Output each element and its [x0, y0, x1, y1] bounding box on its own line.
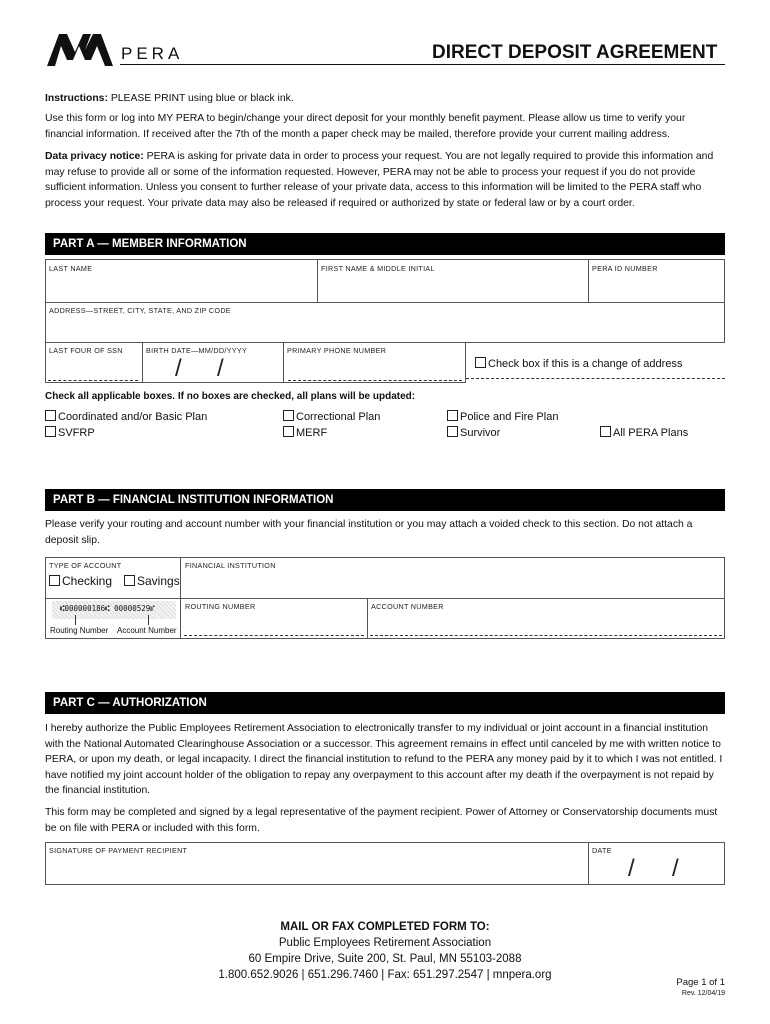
pera-id-label: PERA ID NUMBER — [592, 264, 658, 273]
date-slash: / — [175, 355, 182, 382]
date-slash: / — [217, 355, 224, 382]
plan-merf[interactable]: MERF — [283, 426, 327, 439]
address-label: ADDRESS—STREET, CITY, STATE, AND ZIP CODE — [49, 306, 231, 315]
plan-coordinated[interactable]: Coordinated and/or Basic Plan — [45, 410, 207, 423]
address-field[interactable] — [46, 316, 724, 342]
account-type-label: TYPE OF ACCOUNT — [49, 561, 122, 570]
account-field[interactable] — [370, 631, 722, 636]
checkbox[interactable] — [283, 410, 294, 421]
date-label: DATE — [592, 846, 612, 855]
footer-org: Public Employees Retirement Association — [278, 937, 492, 949]
pera-id-field[interactable] — [590, 274, 724, 302]
date-slash: / — [672, 855, 679, 882]
mail-heading: MAIL OR FAX COMPLETED FORM TO: — [280, 921, 490, 933]
divider — [45, 598, 181, 599]
plan-all[interactable]: All PERA Plans — [600, 426, 688, 439]
representative-text: This form may be completed and signed by a legal representative of the payment recipient. Power of Attorney or Conservatorship documents must be on file with PERA or included with this form. — [45, 807, 718, 834]
savings-option[interactable]: Savings — [124, 574, 180, 588]
signature-label: SIGNATURE OF PAYMENT RECIPIENT — [49, 846, 188, 855]
divider — [283, 342, 284, 383]
checkbox[interactable] — [475, 357, 486, 368]
checkbox[interactable] — [447, 426, 458, 437]
routing-caption: Routing Number — [50, 626, 109, 635]
plan-correctional[interactable]: Correctional Plan — [283, 410, 380, 423]
dotted-line — [466, 378, 725, 379]
ssn-field[interactable] — [48, 376, 138, 381]
ssn-label: LAST FOUR OF SSN — [49, 346, 123, 355]
signature-field[interactable] — [46, 856, 586, 884]
part-b-instructions: Please verify your routing and account number with your financial institution or you may attach a voided check to this section. Do not attach a deposit slip. — [45, 519, 693, 546]
privacy-notice: Data privacy notice: PERA is asking for private data in order to process your request. You are not legally required to provide this information and may refuse to provide all or some of the information requested. However, PERA may not be able to process your request if you do not provide sufficient information. Unless you consent to further release of your private data, access to this information will be limited to the PERA staff who process your request. Your private data may also be released if required or authorized by state or federal law or by a court order. — [45, 151, 714, 209]
date-slash: / — [628, 855, 635, 882]
phone-field[interactable] — [288, 376, 462, 381]
pera-logo — [45, 28, 115, 68]
routing-field[interactable] — [184, 631, 364, 636]
divider — [180, 598, 725, 599]
divider — [367, 598, 368, 639]
footer-contact: 1.800.652.9026 | 651.296.7460 | Fax: 651.297.2547 | mnpera.org — [218, 969, 552, 981]
part-c-header: PART C — AUTHORIZATION — [45, 692, 725, 714]
plan-police-fire[interactable]: Police and Fire Plan — [447, 410, 558, 423]
part-a-header: PART A — MEMBER INFORMATION — [45, 233, 725, 255]
account-caption: Account Number — [117, 626, 177, 635]
plan-svfrp[interactable]: SVFRP — [45, 426, 95, 439]
authorization-text: I hereby authorize the Public Employees Retirement Association to electronically transfer to my individual or joint account in a financial institution with the National Automated Clearinghouse Association or a successor. This agreement remains in effect until canceled by me with written notice to PERA, or upon my death, or legal incapacity. I direct the financial institution to refund to the PERA any money paid by it to which I was not entitled. I have notified my joint account holder of the obligation to repay any overpayment to this account after my death if the overpayment is not repaid by the financial institution. — [45, 723, 723, 796]
footer-address: 60 Empire Drive, Suite 200, St. Paul, MN 55103-2088 — [248, 953, 522, 965]
plans-heading: Check all applicable boxes. If no boxes are checked, all plans will be updated: — [45, 391, 416, 402]
page-number: Page 1 of 1 — [676, 977, 725, 988]
micr-line: ⑆000000186⑆ 00000529⑈ — [60, 604, 155, 613]
plan-survivor[interactable]: Survivor — [447, 426, 500, 439]
checking-option[interactable]: Checking — [49, 574, 112, 588]
divider — [317, 259, 318, 303]
routing-label: ROUTING NUMBER — [185, 602, 256, 611]
title-rule — [120, 64, 725, 65]
checkbox[interactable] — [49, 575, 60, 586]
date-field[interactable] — [590, 856, 724, 884]
checkbox[interactable] — [45, 426, 56, 437]
checkbox[interactable] — [124, 575, 135, 586]
checkbox[interactable] — [600, 426, 611, 437]
divider — [142, 342, 143, 383]
last-name-field[interactable] — [46, 274, 316, 302]
phone-label: PRIMARY PHONE NUMBER — [287, 346, 387, 355]
pointer-line — [148, 615, 149, 625]
checkbox[interactable] — [447, 410, 458, 421]
pointer-line — [75, 615, 76, 625]
part-b-header: PART B — FINANCIAL INSTITUTION INFORMATION — [45, 489, 725, 511]
divider — [588, 842, 589, 885]
page-title: DIRECT DEPOSIT AGREEMENT — [432, 42, 718, 63]
checkbox[interactable] — [45, 410, 56, 421]
change-address-option[interactable]: Check box if this is a change of address — [475, 357, 682, 370]
birth-date-label: BIRTH DATE—MM/DD/YYYY — [146, 346, 248, 355]
institution-label: FINANCIAL INSTITUTION — [185, 561, 276, 570]
revision: Rev. 12/04/19 — [681, 990, 725, 997]
checkbox[interactable] — [283, 426, 294, 437]
intro-text: Use this form or log into MY PERA to begin/change your direct deposit for your monthly benefit payment. Please allow us time to verify your financial information. If received after the 7th of the month a paper check may be mailed, therefore provide your current mailing address. — [45, 113, 686, 140]
instructions: Instructions: PLEASE PRINT using blue or black ink. — [45, 93, 294, 104]
account-label: ACCOUNT NUMBER — [371, 602, 444, 611]
first-name-field[interactable] — [319, 274, 587, 302]
first-name-label: FIRST NAME & MIDDLE INITIAL — [321, 264, 435, 273]
divider — [588, 259, 589, 303]
last-name-label: LAST NAME — [49, 264, 93, 273]
logo-text: PERA — [121, 44, 184, 63]
institution-field[interactable] — [182, 571, 724, 597]
birth-date-field[interactable] — [144, 356, 282, 382]
